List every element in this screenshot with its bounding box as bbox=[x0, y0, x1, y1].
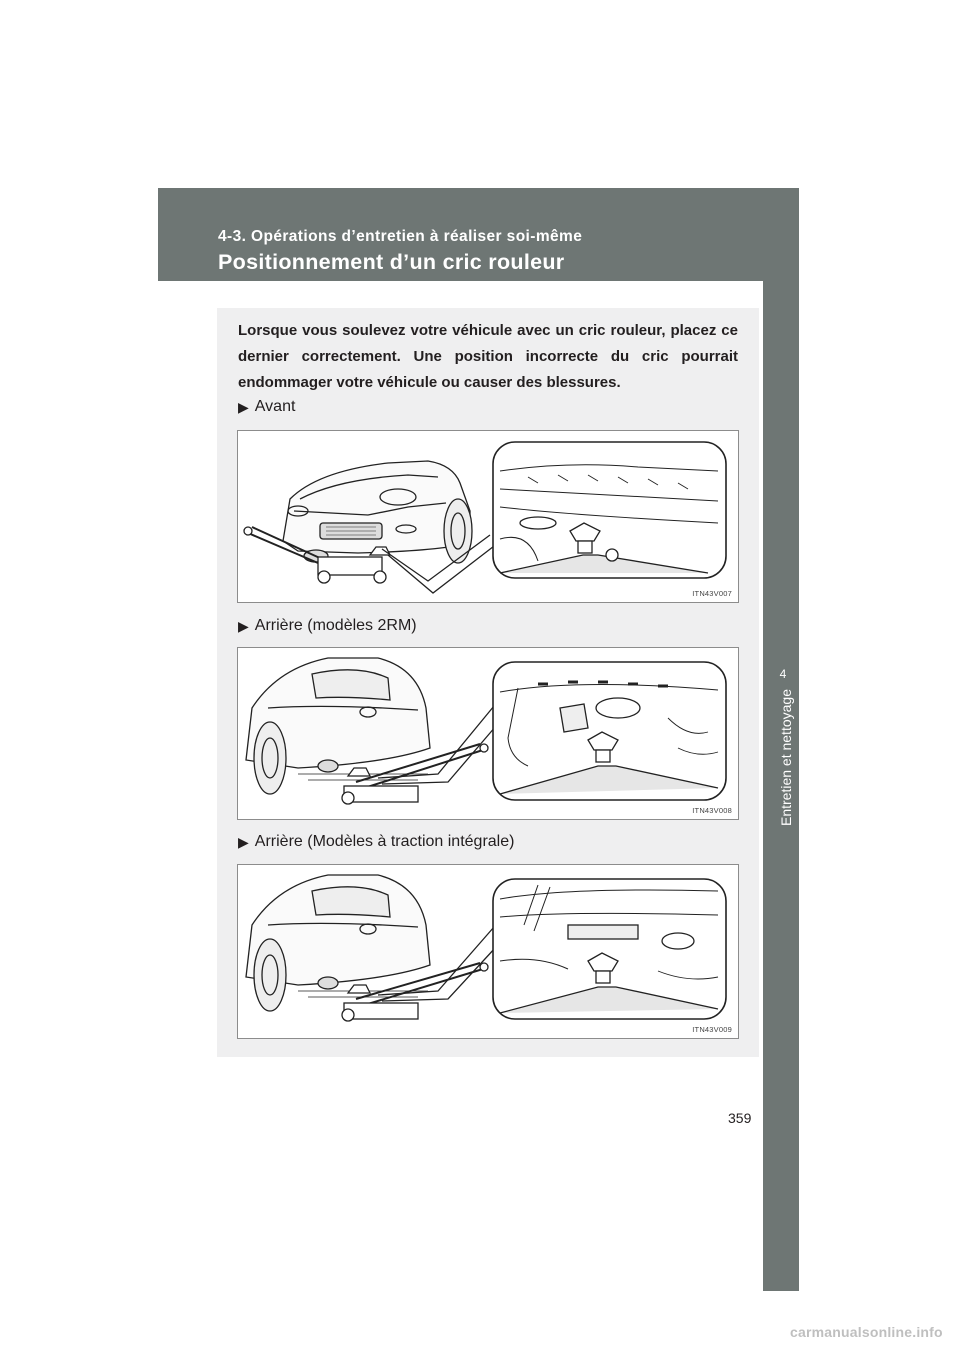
rear-2wd-illustration bbox=[238, 648, 738, 819]
figure-front-jack-point bbox=[237, 430, 739, 603]
caption-text: Avant bbox=[254, 398, 296, 415]
front-illustration bbox=[238, 431, 738, 602]
chapter-number: 4 bbox=[779, 667, 787, 681]
rear-awd-illustration bbox=[238, 865, 738, 1038]
chapter-label: Entretien et nettoyage bbox=[778, 689, 794, 826]
caption-rear-awd bbox=[238, 833, 514, 851]
section-subtitle: 4-3. Opérations d’entretien à réaliser soi-même bbox=[218, 228, 583, 245]
watermark: carmanualsonline.info bbox=[790, 1324, 943, 1340]
page-number: 359 bbox=[728, 1110, 752, 1126]
figure-code: ITN43V008 bbox=[692, 806, 732, 815]
triangle-bullet-icon: ▶ bbox=[238, 398, 249, 415]
caption-rear-2wd bbox=[238, 617, 417, 635]
figure-code: ITN43V009 bbox=[692, 1025, 732, 1034]
triangle-bullet-icon: ▶ bbox=[238, 833, 249, 850]
page-title: Positionnement d’un cric rouleur bbox=[218, 250, 565, 274]
caption-front bbox=[238, 398, 295, 416]
figure-rear-2wd-jack-point bbox=[237, 647, 739, 820]
figure-code: ITN43V007 bbox=[692, 589, 732, 598]
intro-paragraph: Lorsque vous soulevez votre véhicule avec un cric rouleur, placez ce dernier correctement. Une position incorrecte du cric pourrait endommager votre véhicule ou causer des blessures. bbox=[238, 322, 738, 391]
triangle-bullet-icon: ▶ bbox=[238, 617, 249, 634]
caption-text: Arrière (Modèles à traction intégrale) bbox=[254, 833, 515, 850]
caption-text: Arrière (modèles 2RM) bbox=[254, 617, 417, 634]
section-header bbox=[158, 188, 799, 281]
figure-rear-awd-jack-point bbox=[237, 864, 739, 1039]
